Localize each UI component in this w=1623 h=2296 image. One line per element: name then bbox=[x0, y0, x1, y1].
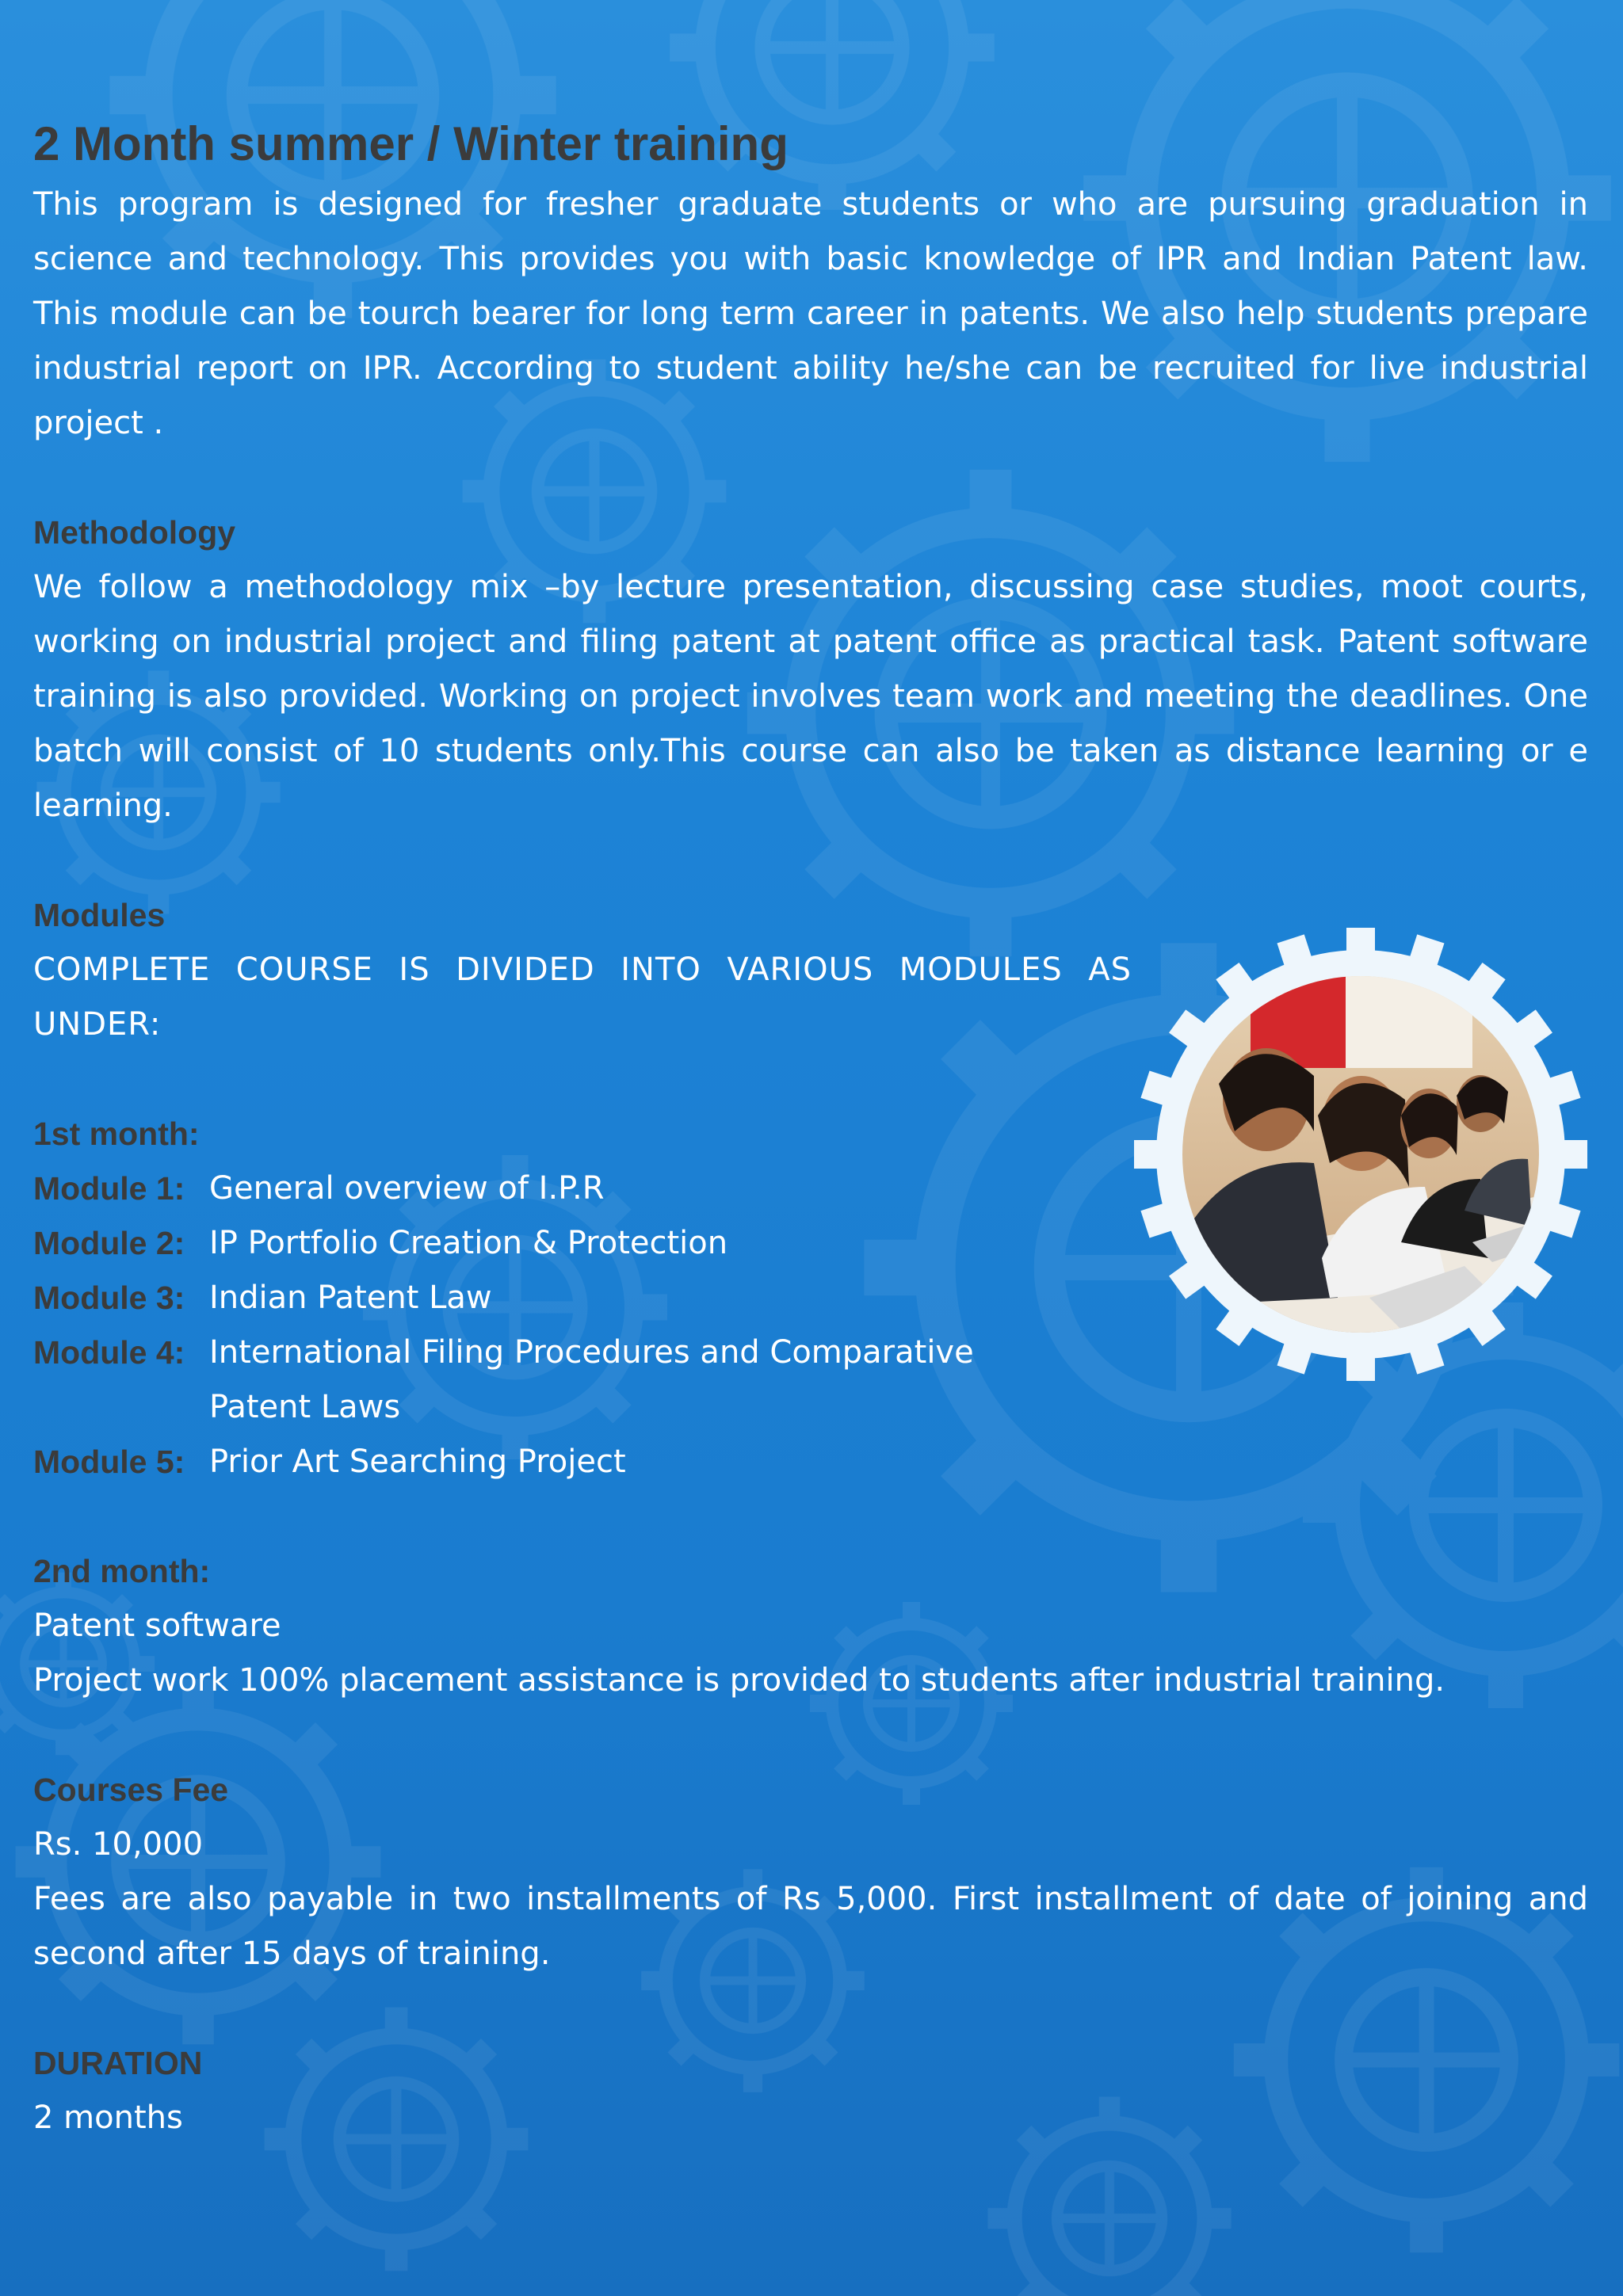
module-text: IP Portfolio Creation & Protection bbox=[209, 1225, 728, 1261]
module-label: Module 4: bbox=[33, 1334, 185, 1371]
intro-paragraph: This program is designed for fresher graduate students or who are pursuing graduation in science and technology. This provides you with basic knowledge of IPR and Indian Patent law. This module can be tourch bearer for long term career in patents. We also help students prepare industrial report on IPR. According to student ability he/she can be recruited for live industrial project . bbox=[33, 186, 1588, 441]
module-label: Module 5: bbox=[33, 1444, 185, 1480]
module-row bbox=[33, 1435, 1588, 1489]
fee-heading: Courses Fee bbox=[33, 1772, 229, 1808]
students-photo bbox=[1132, 925, 1590, 1383]
modules-heading: Modules bbox=[33, 897, 166, 933]
module-label-spacer bbox=[33, 1380, 209, 1435]
module-text: Patent Laws bbox=[209, 1389, 401, 1425]
page-title: 2 Month summer / Winter training bbox=[33, 117, 789, 170]
module-text: Indian Patent Law bbox=[209, 1280, 492, 1316]
modules-intro: COMPLETE COURSE IS DIVIDED INTO VARIOUS MODULES AS UNDER: bbox=[33, 952, 1132, 1043]
methodology-heading: Methodology bbox=[33, 514, 236, 551]
methodology-paragraph: We follow a methodology mix –by lecture presentation, discussing case studies, moot courts, working on industrial project and filing patent at patent office as practical task. Patent software training is also provided. Working on project involves team work and meeting the deadlines. One batch will consist of 10 students only.This course can also be taken as distance learning or e learning. bbox=[33, 569, 1588, 824]
fee-note: Fees are also payable in two installments of Rs 5,000. First installment of date of joining and second after 15 days of training. bbox=[33, 1881, 1588, 1972]
module-text: Prior Art Searching Project bbox=[209, 1444, 626, 1480]
second-month-line: Project work 100% placement assistance is provided to students after industrial training. bbox=[33, 1662, 1445, 1699]
second-month-heading: 2nd month: bbox=[33, 1553, 211, 1589]
duration-value: 2 months bbox=[33, 2100, 183, 2136]
module-text: General overview of I.P.R bbox=[209, 1170, 605, 1207]
fee-amount: Rs. 10,000 bbox=[33, 1826, 204, 1863]
module-label: Module 1: bbox=[33, 1170, 185, 1207]
first-month-heading: 1st month: bbox=[33, 1116, 200, 1152]
module-row-continuation bbox=[33, 1380, 1588, 1435]
module-label: Module 2: bbox=[33, 1225, 185, 1261]
second-month-line: Patent software bbox=[33, 1608, 281, 1644]
module-label: Module 3: bbox=[33, 1280, 185, 1316]
duration-heading: DURATION bbox=[33, 2045, 203, 2081]
module-text: International Filing Procedures and Comparative bbox=[209, 1334, 974, 1371]
